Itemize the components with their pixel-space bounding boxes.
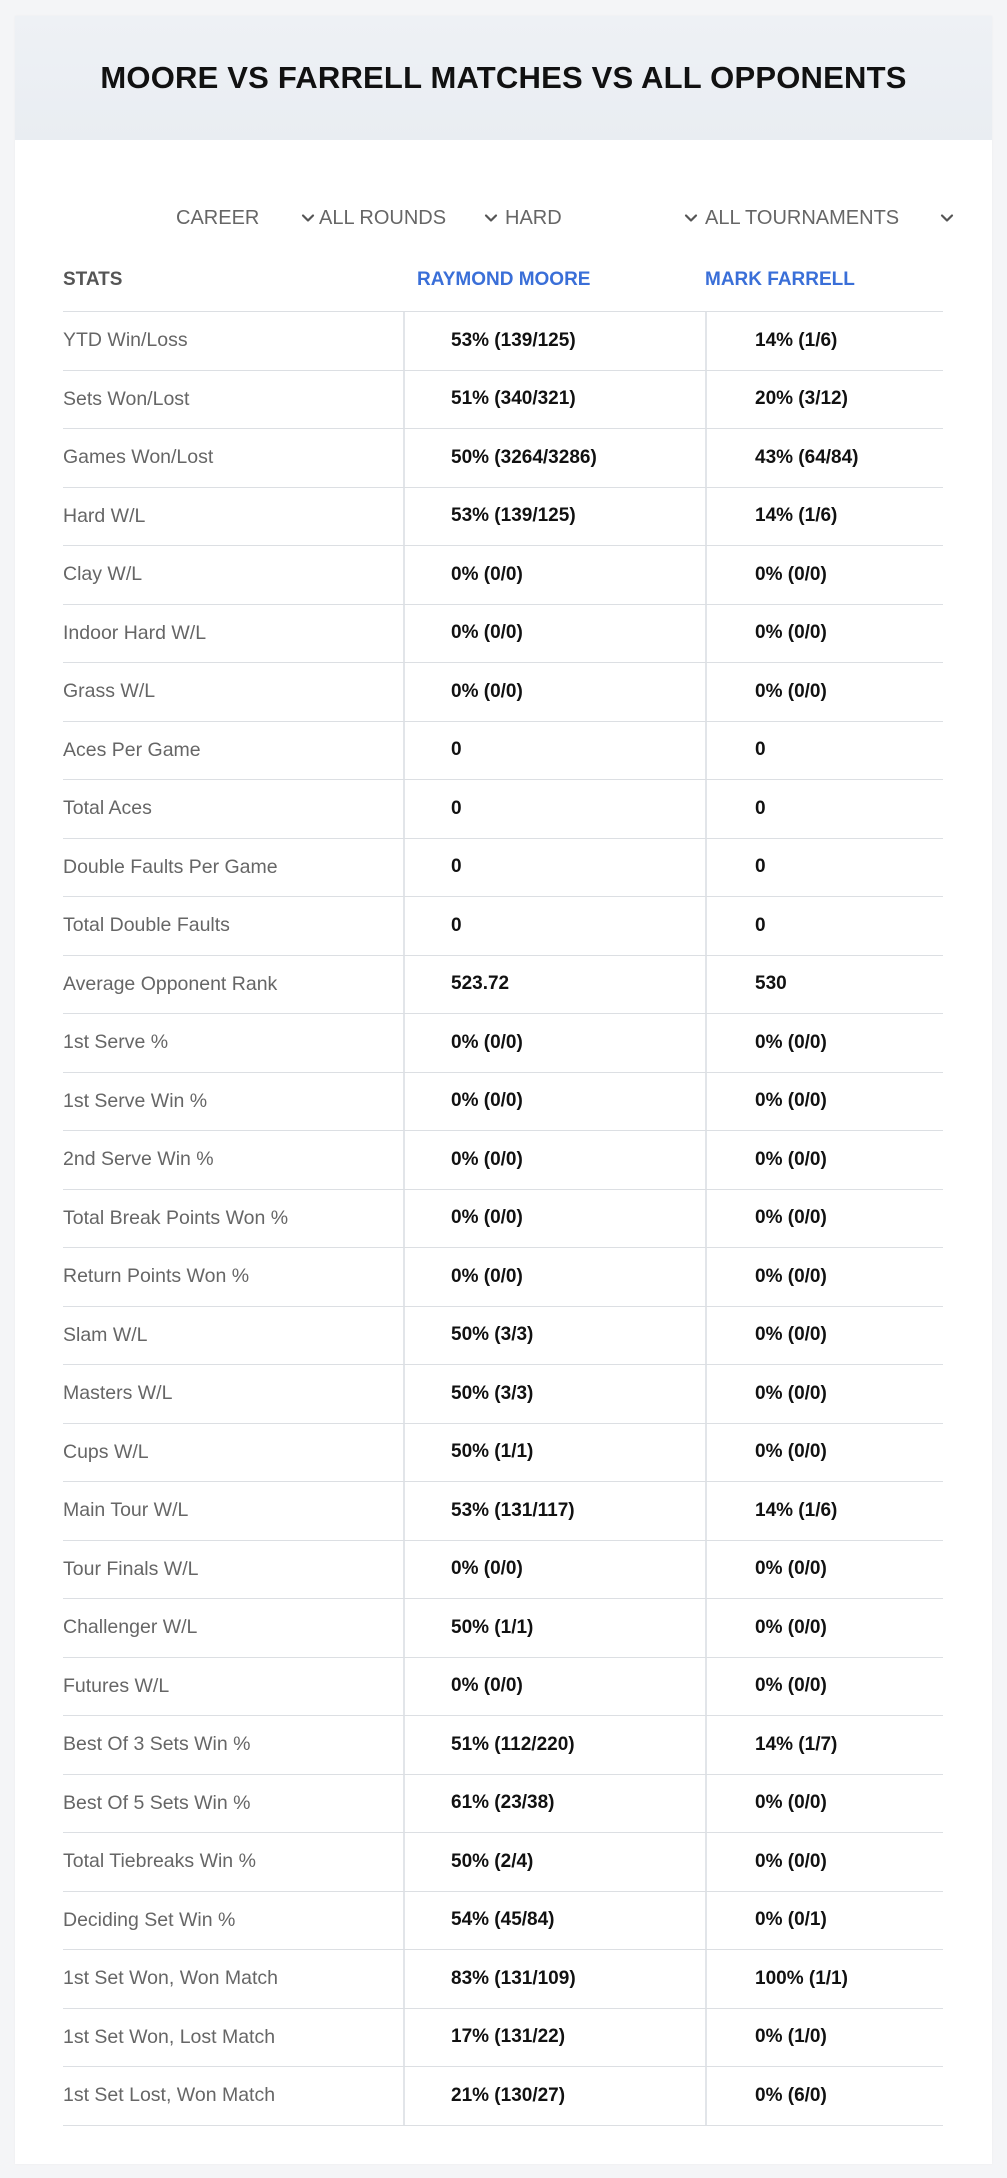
column-header-player2[interactable] (705, 269, 943, 291)
stat-label: 1st Set Won, Won Match (63, 1967, 278, 1990)
stat-label: Average Opponent Rank (63, 972, 278, 995)
player2-value: 0% (0/0) (705, 1541, 943, 1599)
table-row (63, 780, 943, 839)
player2-value: 530 (705, 956, 943, 1014)
player1-value: 50% (3264/3286) (403, 429, 705, 487)
player2-value: 0% (0/0) (705, 605, 943, 663)
player2-value: 0% (0/0) (705, 1658, 943, 1716)
stat-label: YTD Win/Loss (63, 329, 188, 352)
player2-value: 14% (1/6) (705, 312, 943, 370)
stats-table (63, 248, 943, 2126)
table-body (63, 312, 943, 2126)
player2-value: 0% (0/1) (705, 1892, 943, 1950)
stat-label: Sets Won/Lost (63, 387, 190, 410)
stat-label: Aces Per Game (63, 738, 201, 761)
card-header (15, 16, 992, 140)
period-dropdown-label: CAREER (176, 206, 260, 229)
player2-value: 0% (0/0) (705, 1365, 943, 1423)
stat-label: Grass W/L (63, 680, 156, 703)
stat-label: Slam W/L (63, 1323, 148, 1346)
player2-value: 0% (0/0) (705, 1775, 943, 1833)
player1-value: 0% (0/0) (403, 1073, 705, 1131)
stat-label: 1st Set Won, Lost Match (63, 2025, 276, 2048)
table-row (63, 1131, 943, 1190)
table-row (63, 839, 943, 898)
table-row (63, 1541, 943, 1600)
stat-label: Challenger W/L (63, 1616, 198, 1639)
player1-name[interactable]: RAYMOND MOORE (417, 268, 591, 290)
chevron-down-icon (483, 210, 499, 226)
player1-value: 0% (0/0) (403, 1131, 705, 1189)
table-row (63, 1365, 943, 1424)
table-row (63, 1307, 943, 1366)
stat-label: Indoor Hard W/L (63, 621, 207, 644)
player2-value: 14% (1/6) (705, 488, 943, 546)
table-row (63, 956, 943, 1015)
player2-value: 0% (0/0) (705, 1307, 943, 1365)
table-row (63, 1599, 943, 1658)
filter-bar (15, 188, 992, 248)
table-row (63, 2009, 943, 2068)
table-row (63, 1014, 943, 1073)
player1-value: 0% (0/0) (403, 605, 705, 663)
stat-label: Best Of 5 Sets Win % (63, 1791, 251, 1814)
player2-value: 0% (0/0) (705, 1599, 943, 1657)
player1-value: 0 (403, 839, 705, 897)
table-row (63, 1892, 943, 1951)
table-row (63, 1775, 943, 1834)
player1-value: 0 (403, 780, 705, 838)
table-row (63, 605, 943, 664)
tournaments-dropdown-label: ALL TOURNAMENTS (705, 206, 900, 229)
table-row (63, 1190, 943, 1249)
stat-label: Total Tiebreaks Win % (63, 1850, 256, 1873)
player1-value: 0% (0/0) (403, 1248, 705, 1306)
rounds-dropdown-label: ALL ROUNDS (319, 206, 447, 229)
player2-value: 0 (705, 897, 943, 955)
chevron-down-icon (300, 210, 316, 226)
table-row (63, 1073, 943, 1132)
player1-value: 0% (0/0) (403, 1190, 705, 1248)
stat-label: Clay W/L (63, 563, 143, 586)
player1-value: 54% (45/84) (403, 1892, 705, 1950)
player2-value: 0% (0/0) (705, 1014, 943, 1072)
player1-value: 53% (139/125) (403, 488, 705, 546)
stat-label: Futures W/L (63, 1674, 170, 1697)
player1-value: 61% (23/38) (403, 1775, 705, 1833)
player2-value: 0 (705, 839, 943, 897)
table-row (63, 2067, 943, 2126)
player2-value: 0% (6/0) (705, 2067, 943, 2125)
player2-value: 0 (705, 780, 943, 838)
rounds-dropdown[interactable] (319, 188, 499, 248)
player2-value: 0% (0/0) (705, 1131, 943, 1189)
player1-value: 51% (112/220) (403, 1716, 705, 1774)
player1-value: 21% (130/27) (403, 2067, 705, 2125)
stat-label: Double Faults Per Game (63, 855, 278, 878)
table-row (63, 546, 943, 605)
page-title: MOORE VS FARRELL MATCHES VS ALL OPPONENTS (100, 60, 907, 95)
table-row (63, 663, 943, 722)
stat-label: Masters W/L (63, 1382, 173, 1405)
stat-label: Cups W/L (63, 1440, 149, 1463)
player1-value: 0 (403, 897, 705, 955)
player2-value: 0% (0/0) (705, 546, 943, 604)
player1-value: 50% (1/1) (403, 1599, 705, 1657)
player2-value: 0% (0/0) (705, 1248, 943, 1306)
table-row (63, 1833, 943, 1892)
player2-name[interactable]: MARK FARRELL (705, 268, 855, 290)
table-row (63, 1482, 943, 1541)
player1-value: 50% (2/4) (403, 1833, 705, 1891)
table-row (63, 897, 943, 956)
table-row (63, 1716, 943, 1775)
player1-value: 523.72 (403, 956, 705, 1014)
player1-value: 50% (1/1) (403, 1424, 705, 1482)
table-row (63, 312, 943, 371)
table-row (63, 722, 943, 781)
player1-value: 0% (0/0) (403, 663, 705, 721)
stats-card (15, 16, 992, 2164)
player2-value: 20% (3/12) (705, 371, 943, 429)
player2-value: 14% (1/6) (705, 1482, 943, 1540)
stat-label: Total Aces (63, 797, 152, 820)
stat-label: Main Tour W/L (63, 1499, 189, 1522)
player2-value: 0% (0/0) (705, 1190, 943, 1248)
player2-value: 0% (0/0) (705, 1424, 943, 1482)
player1-value: 50% (3/3) (403, 1307, 705, 1365)
table-row (63, 1658, 943, 1717)
table-row (63, 1950, 943, 2009)
player2-value: 0% (0/0) (705, 663, 943, 721)
chevron-down-icon (683, 210, 699, 226)
player1-value: 83% (131/109) (403, 1950, 705, 2008)
surface-dropdown-label: HARD (505, 206, 562, 229)
stat-label: Deciding Set Win % (63, 1908, 236, 1931)
player1-value: 0% (0/0) (403, 546, 705, 604)
table-row (63, 429, 943, 488)
stat-label: Total Break Points Won % (63, 1206, 289, 1229)
player1-value: 50% (3/3) (403, 1365, 705, 1423)
stat-label: Hard W/L (63, 504, 146, 527)
stat-label: 2nd Serve Win % (63, 1148, 214, 1171)
table-header (63, 248, 943, 312)
player1-value: 0% (0/0) (403, 1658, 705, 1716)
player2-value: 100% (1/1) (705, 1950, 943, 2008)
tournaments-dropdown[interactable] (705, 188, 955, 248)
player1-value: 0 (403, 722, 705, 780)
table-row (63, 1248, 943, 1307)
player1-value: 51% (340/321) (403, 371, 705, 429)
player2-value: 0% (1/0) (705, 2009, 943, 2067)
table-row (63, 1424, 943, 1483)
player1-value: 53% (131/117) (403, 1482, 705, 1540)
player2-value: 0 (705, 722, 943, 780)
column-header-player1[interactable] (403, 269, 705, 291)
stat-label: 1st Serve Win % (63, 1089, 208, 1112)
stat-label: Tour Finals W/L (63, 1557, 199, 1580)
surface-dropdown[interactable] (505, 188, 699, 248)
stat-label: Games Won/Lost (63, 446, 214, 469)
stat-label: 1st Serve % (63, 1031, 169, 1054)
period-dropdown[interactable] (176, 188, 316, 248)
player1-value: 0% (0/0) (403, 1014, 705, 1072)
table-row (63, 488, 943, 547)
stat-label: Return Points Won % (63, 1265, 250, 1288)
stat-label: 1st Set Lost, Won Match (63, 2084, 276, 2107)
player1-value: 17% (131/22) (403, 2009, 705, 2067)
column-header-stats: STATS (63, 268, 123, 290)
player2-value: 0% (0/0) (705, 1073, 943, 1131)
player2-value: 0% (0/0) (705, 1833, 943, 1891)
stat-label: Total Double Faults (63, 914, 230, 937)
table-row (63, 371, 943, 430)
player1-value: 53% (139/125) (403, 312, 705, 370)
stat-label: Best Of 3 Sets Win % (63, 1733, 251, 1756)
player1-value: 0% (0/0) (403, 1541, 705, 1599)
player2-value: 43% (64/84) (705, 429, 943, 487)
chevron-down-icon (939, 210, 955, 226)
player2-value: 14% (1/7) (705, 1716, 943, 1774)
